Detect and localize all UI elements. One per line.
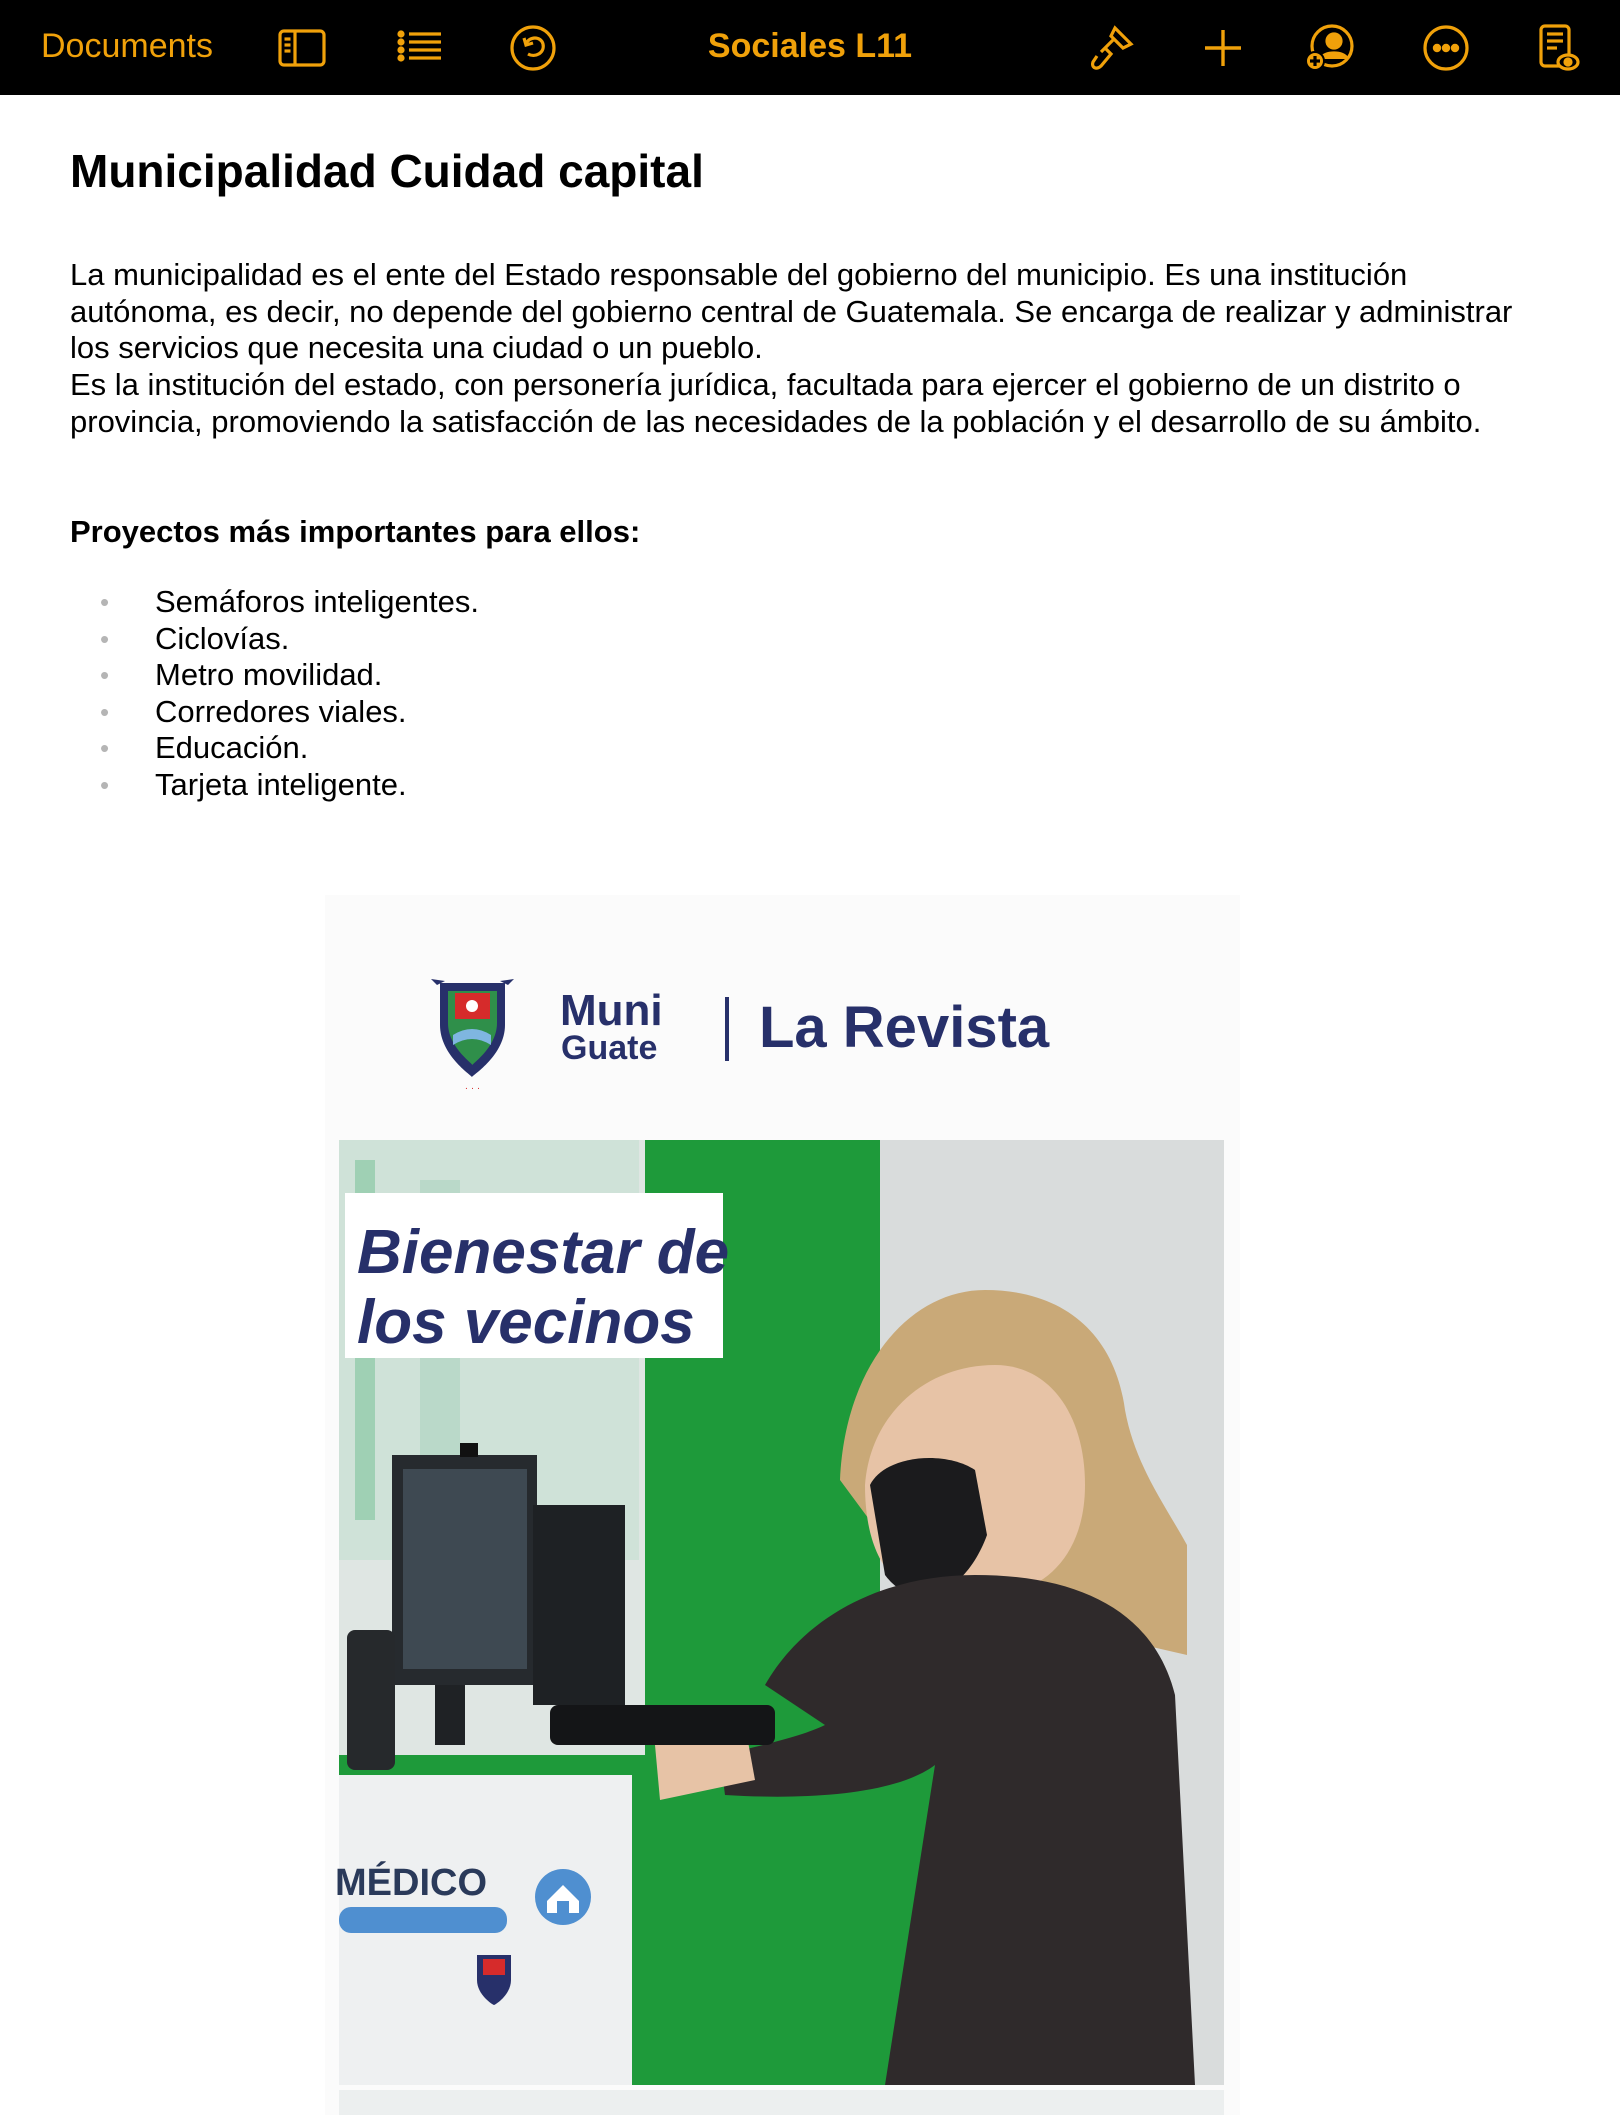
medico-sign-text: MÉDICO	[335, 1862, 487, 1904]
paragraph-institution: Es la institución del estado, con personería jurídica, facultada para ejercer el gobierno de un distrito o provincia, promoviendo la satisfacción de las necesidades de la población y el desarrollo de su ámbito.	[70, 367, 1482, 439]
reader-view-icon[interactable]	[1529, 20, 1585, 76]
plus-icon[interactable]	[1195, 20, 1251, 76]
more-icon[interactable]	[1418, 20, 1474, 76]
logo-muni-text: Muni	[560, 986, 663, 1035]
paintbrush-icon[interactable]	[1083, 20, 1139, 76]
document-title: Sociales L11	[707, 27, 913, 65]
logo-divider	[725, 997, 729, 1061]
undo-icon[interactable]	[505, 20, 561, 76]
list-icon[interactable]	[392, 20, 448, 76]
bullet-icon: •	[100, 660, 110, 690]
bullet-icon: •	[100, 769, 110, 800]
collaborate-icon[interactable]	[1302, 20, 1358, 76]
documents-back-button[interactable]: Documents	[41, 27, 213, 65]
bullet-icon: •	[100, 587, 110, 617]
bullet-icon: •	[100, 696, 110, 727]
sidebar-icon[interactable]	[274, 20, 330, 76]
headline-line1: Bienestar de	[357, 1218, 730, 1287]
bullet-icon: •	[100, 623, 110, 654]
logo-guate-text: Guate	[561, 1029, 658, 1067]
magazine-cover	[325, 895, 1240, 2115]
embedded-image[interactable]	[325, 895, 1240, 2115]
paragraph-definition: La municipalidad es el ente del Estado responsable del gobierno del municipio. Es una institución autónoma, es decir, no depende del gobierno central de Guatemala. Se encarga de realizar y administrar los servicios que necesita una ciudad o un pueblo.	[70, 257, 1513, 365]
heading: Municipalidad Cuidad capital	[70, 145, 704, 197]
svg-text:· · ·: · · ·	[464, 1083, 481, 1094]
projects-subheading: Proyectos más importantes para ellos:	[70, 514, 641, 549]
bullet-icon: •	[100, 733, 110, 763]
la-revista-text: La Revista	[759, 995, 1050, 1060]
headline-line2: los vecinos	[357, 1288, 695, 1357]
toolbar	[0, 0, 1620, 95]
